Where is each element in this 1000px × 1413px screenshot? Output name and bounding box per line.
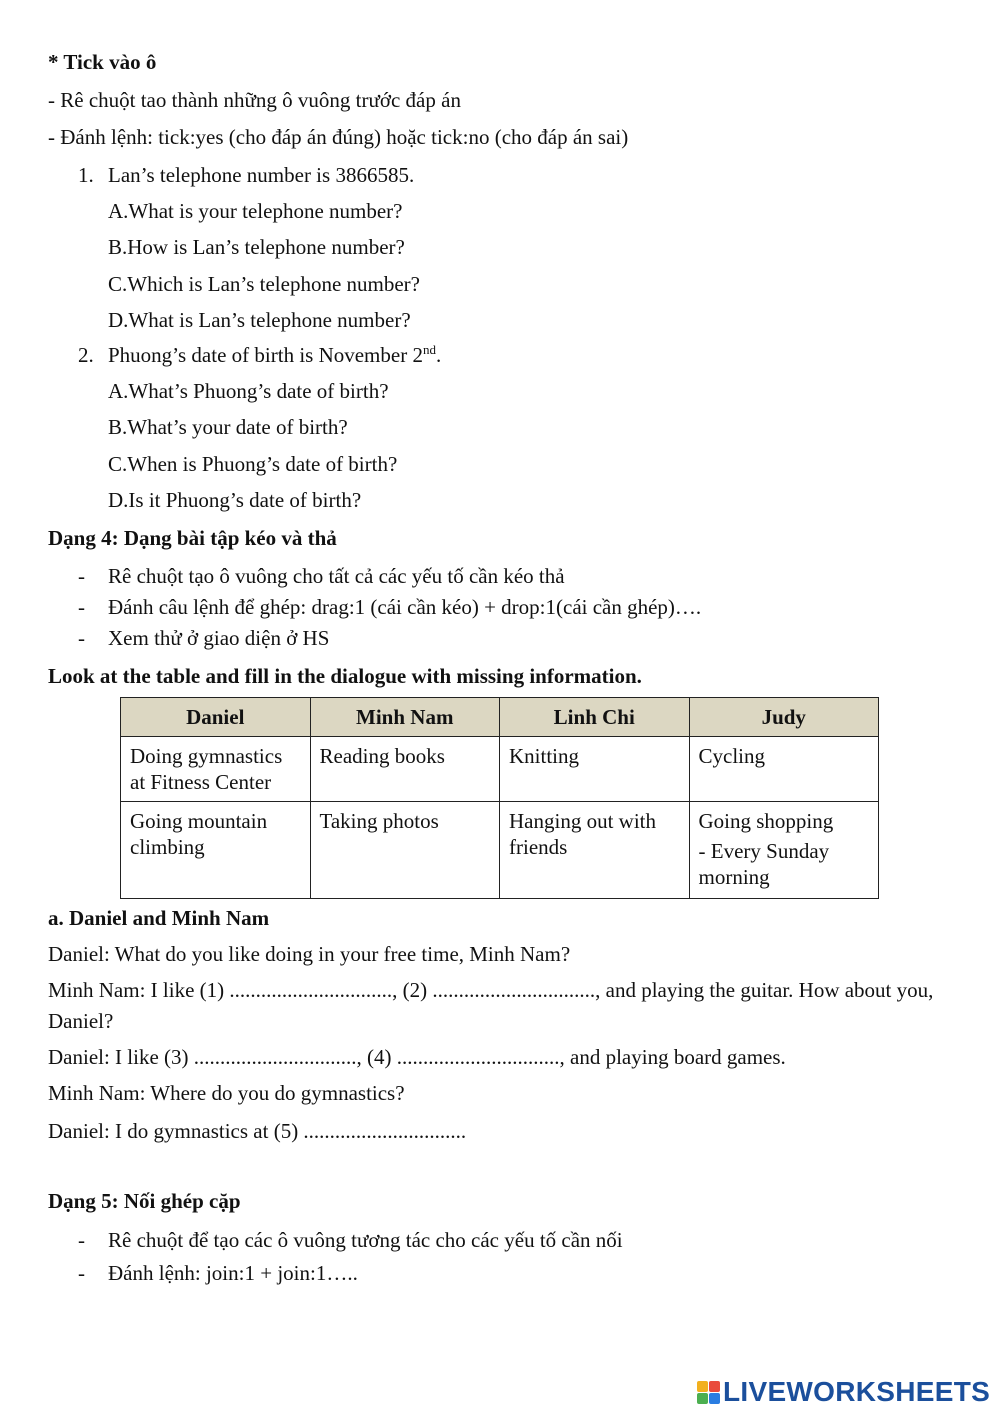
question-1-number: 1.: [78, 163, 94, 187]
table-cell-text: Going shopping: [698, 809, 834, 833]
dialogue-line-3: Daniel: I like (3) ..............................., (4) ..............................., and playing board games.: [48, 1045, 786, 1069]
section-4-bullet-marker: -: [78, 564, 85, 588]
section-5-bullet-marker: -: [78, 1228, 85, 1252]
section-4-bullet-marker: -: [78, 626, 85, 650]
dialogue-line-2: Minh Nam: I like (1) ..............................., (2) ..............................., and playing the guitar. How about you, Daniel?: [48, 978, 934, 1033]
section-4-bullet-marker: -: [78, 595, 85, 619]
dialogue-subheading: a. Daniel and Minh Nam: [48, 906, 270, 930]
table-cell: Cycling: [689, 737, 879, 802]
section-5-bullet-2: Đánh lệnh: join:1 + join:1…..: [108, 1261, 358, 1285]
dialogue-line-1: Daniel: What do you like doing in your free time, Minh Nam?: [48, 942, 571, 966]
tick-instruction-1: - Rê chuột tao thành những ô vuông trước đáp án: [48, 88, 461, 112]
question-1-option-d[interactable]: D.What is Lan’s telephone number?: [108, 308, 411, 332]
question-2-option-b[interactable]: B.What’s your date of birth?: [108, 415, 348, 439]
question-2-stem-text: Phuong’s date of birth is November 2: [108, 343, 423, 367]
table-cell: Hanging out with friends: [500, 802, 690, 899]
liveworksheets-logo: [697, 1376, 990, 1408]
table-header-daniel: Daniel: [121, 698, 311, 737]
section-4-bullet-2: Đánh câu lệnh để ghép: drag:1 (cái cần kéo) + drop:1(cái cần ghép)….: [108, 595, 702, 619]
table-header-linh-chi: Linh Chi: [500, 698, 690, 737]
section-4-bullet-1: Rê chuột tạo ô vuông cho tất cả các yếu tố cần kéo thả: [108, 564, 565, 588]
table-cell: Doing gymnastics at Fitness Center: [121, 737, 311, 802]
question-1-option-c[interactable]: C.Which is Lan’s telephone number?: [108, 272, 420, 296]
question-2-option-d[interactable]: D.Is it Phuong’s date of birth?: [108, 488, 362, 512]
hobbies-table: [120, 697, 879, 899]
table-cell: [689, 802, 879, 899]
table-cell: Knitting: [500, 737, 690, 802]
question-2-stem: [108, 342, 441, 368]
section-5-heading: Dạng 5: Nối ghép cặp: [48, 1189, 241, 1213]
question-2-option-a[interactable]: A.What’s Phuong’s date of birth?: [108, 379, 389, 403]
logo-square: [709, 1381, 720, 1392]
question-2-option-c[interactable]: C.When is Phuong’s date of birth?: [108, 452, 398, 476]
section-4-bullet-3: Xem thử ở giao diện ở HS: [108, 626, 330, 650]
table-cell-note: - Every Sunday morning: [698, 839, 830, 889]
section-4-heading: Dạng 4: Dạng bài tập kéo và thả: [48, 526, 337, 550]
question-2-stem-end: .: [435, 343, 442, 367]
table-header-minh-nam: Minh Nam: [310, 698, 500, 737]
tick-instruction-2: - Đánh lệnh: tick:yes (cho đáp án đúng) hoặc tick:no (cho đáp án sai): [48, 125, 629, 149]
logo-square: [697, 1393, 708, 1404]
section-5-bullet-marker: -: [78, 1261, 85, 1285]
liveworksheets-logo-text: LIVEWORKSHEETS: [723, 1376, 991, 1407]
table-row: [121, 802, 879, 899]
table-row: [121, 737, 879, 802]
table-cell: Taking photos: [310, 802, 500, 899]
dialogue-line-4: Minh Nam: Where do you do gymnastics?: [48, 1081, 405, 1105]
question-2-stem-sup: nd: [422, 342, 436, 357]
logo-square: [709, 1393, 720, 1404]
question-1-stem: Lan’s telephone number is 3866585.: [108, 163, 415, 187]
question-1-option-a[interactable]: A.What is your telephone number?: [108, 199, 403, 223]
question-1-option-b[interactable]: B.How is Lan’s telephone number?: [108, 235, 405, 259]
logo-square: [697, 1381, 708, 1392]
tick-heading: * Tick vào ô: [48, 50, 157, 74]
exercise-instruction: Look at the table and fill in the dialogue with missing information.: [48, 664, 642, 688]
table-cell: Reading books: [310, 737, 500, 802]
section-5-bullet-1: Rê chuột để tạo các ô vuông tương tác cho các yếu tố cần nối: [108, 1228, 623, 1252]
table-header-judy: Judy: [689, 698, 879, 737]
table-cell: Going mountain climbing: [121, 802, 311, 899]
question-2-number: 2.: [78, 343, 94, 367]
liveworksheets-logo-icon: [697, 1381, 720, 1404]
dialogue-line-5: Daniel: I do gymnastics at (5) ...............................: [48, 1119, 467, 1143]
